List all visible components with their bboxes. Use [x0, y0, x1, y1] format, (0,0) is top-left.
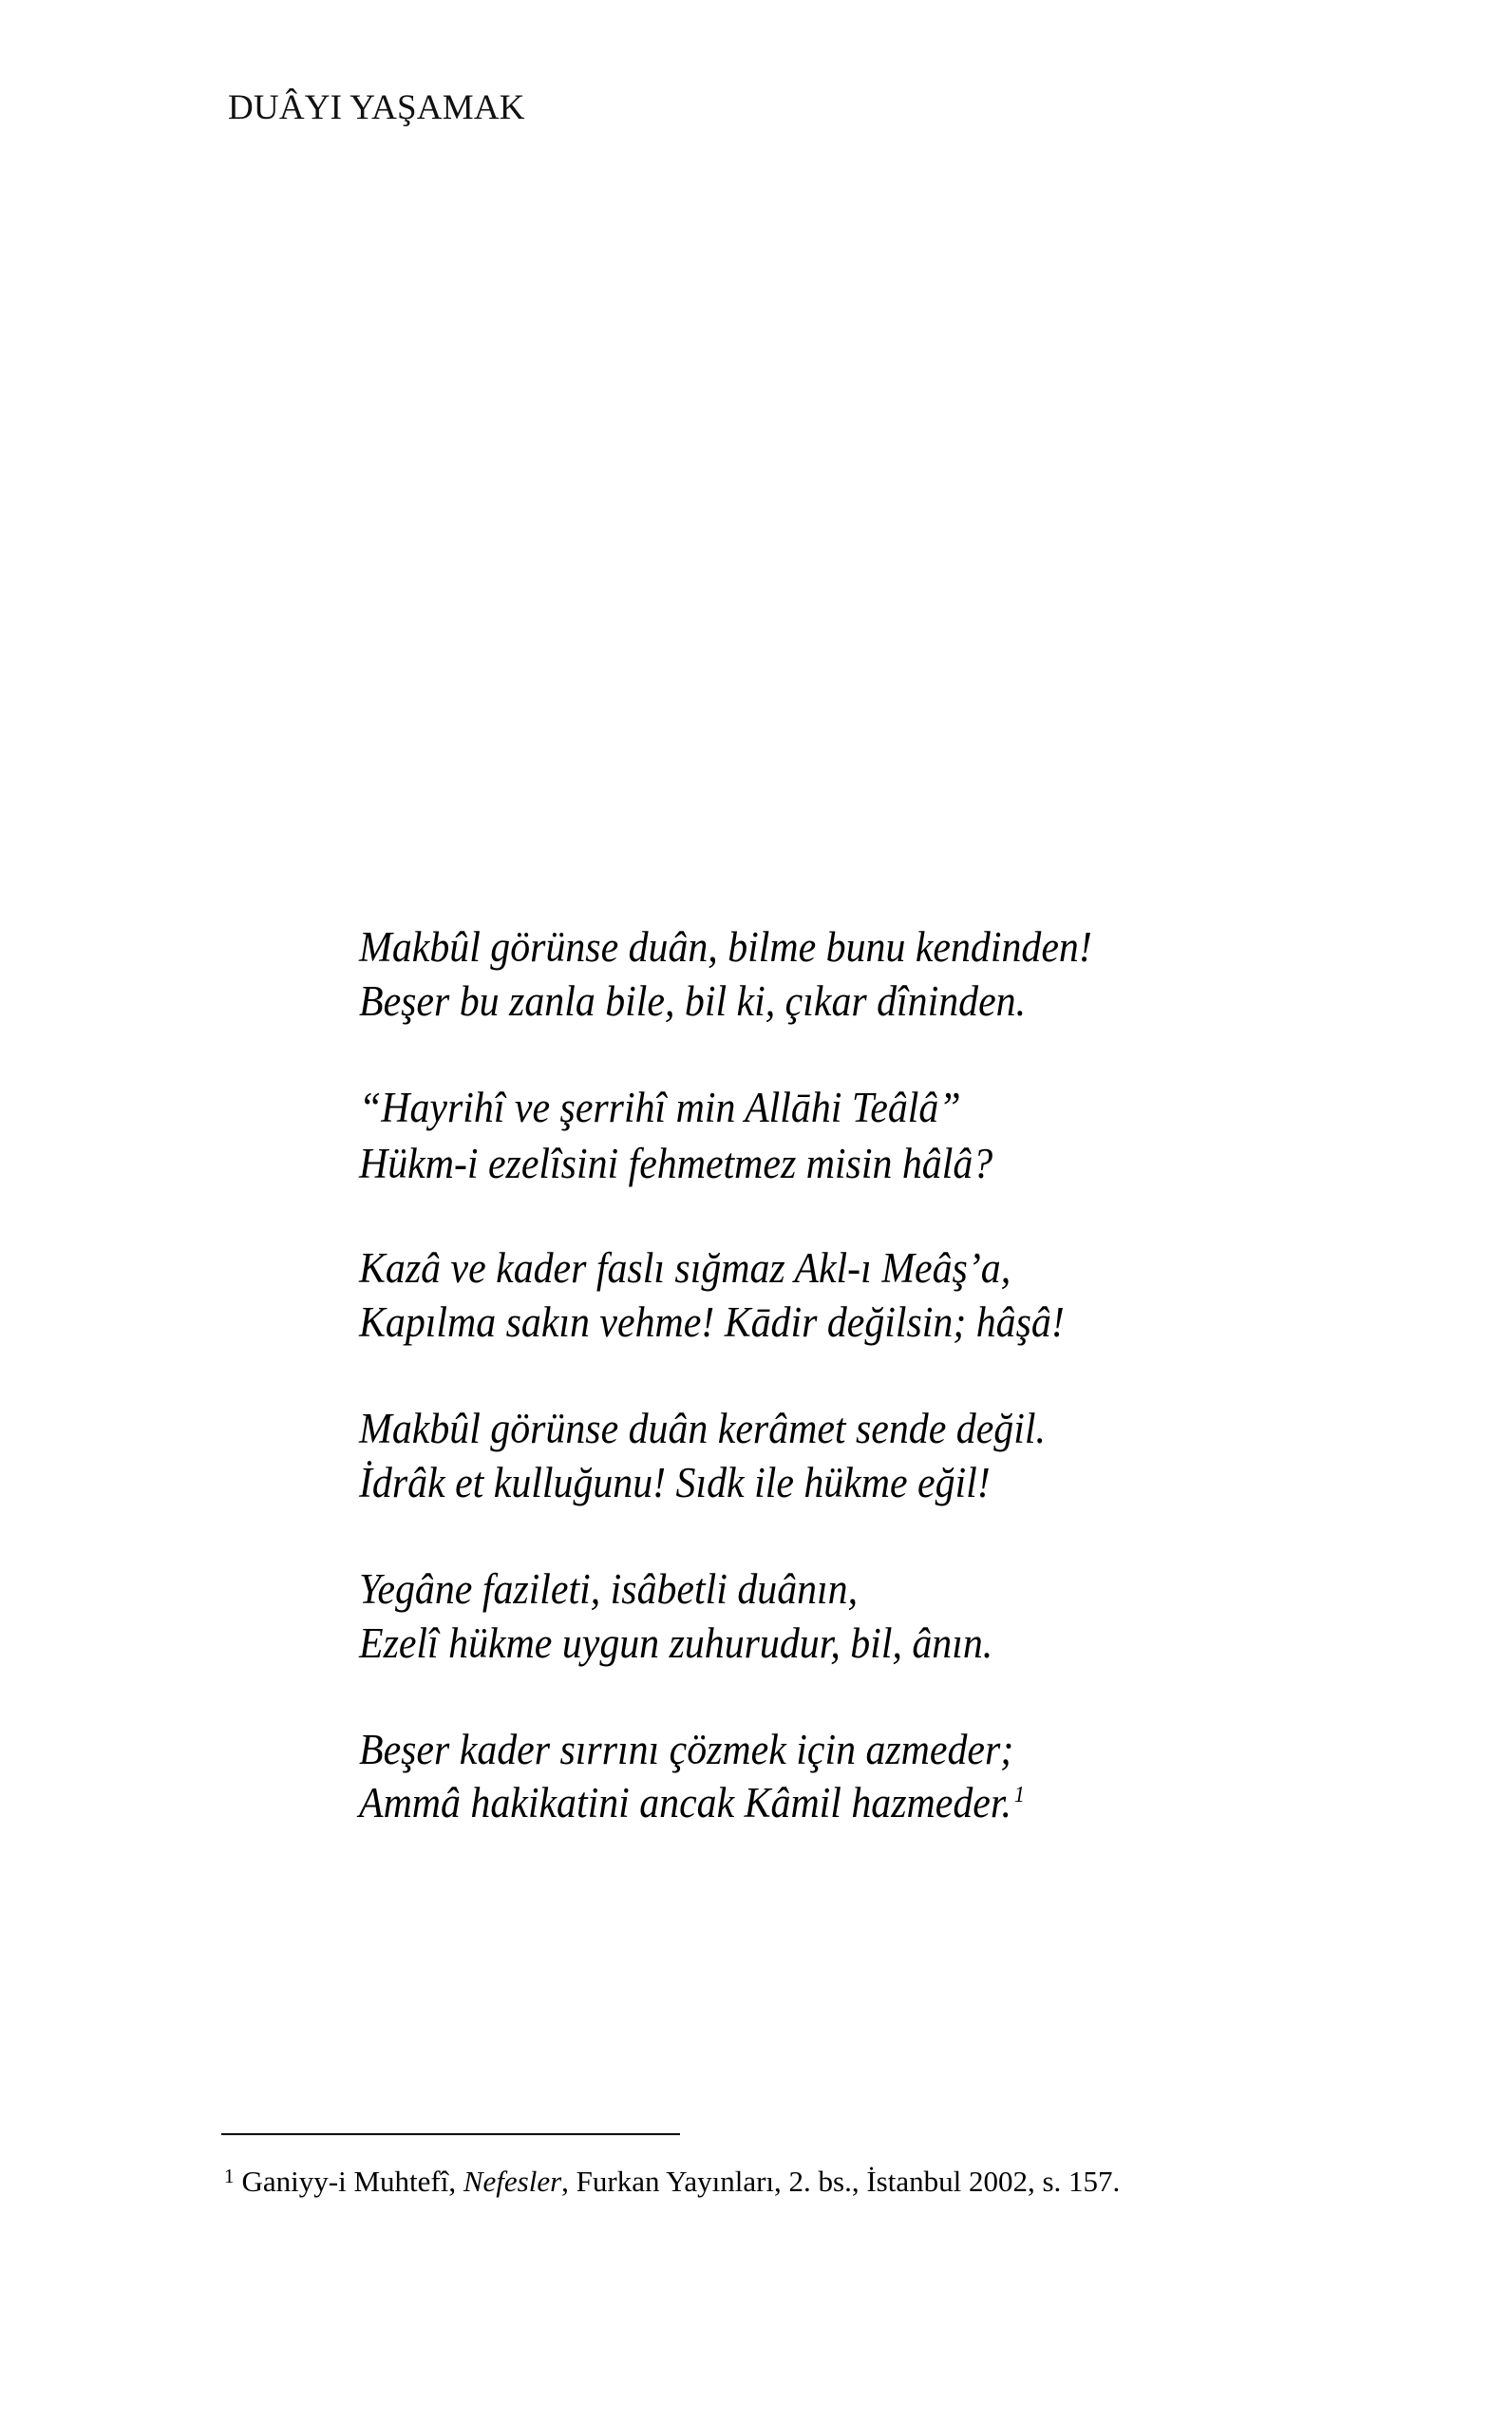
footnote-book-title: Nefesler [463, 2165, 562, 2198]
verse-line: İdrâk et kulluğunu! Sıdk ile hükme eğil! [359, 1459, 991, 1506]
verse-text: Ammâ hakikatini ancak Kâmil hazmeder. [359, 1779, 1011, 1826]
footnote-number: 1 [224, 2165, 235, 2187]
verse-line: Yegâne fazileti, isâbetli duânın, [359, 1565, 859, 1613]
verse-line: Makbûl görünse duân kerâmet sende değil. [359, 1405, 1046, 1452]
verse-line: Hükm-i ezelîsini fehmetmez misin hâlâ? [359, 1140, 993, 1187]
verse-line: Ezelî hükme uygun zuhurudur, bil, ânın. [359, 1619, 993, 1667]
running-header: DUÂYI YAŞAMAK [228, 88, 525, 127]
verse-line: Makbûl görünse duân, bilme bunu kendinden! [359, 923, 1092, 971]
verse-line: Kazâ ve kader faslı sığmaz Akl-ı Meâş’a, [359, 1244, 1011, 1292]
footnote-author: Ganiyy-i Muhtefî, [241, 2165, 463, 2198]
verse-line: Beşer bu zanla bile, bil ki, çıkar dîninden. [359, 977, 1027, 1025]
verse-line-with-footnote [359, 1779, 1025, 1826]
verse-line: “Hayrihî ve şerrihî min Allāhi Teâlâ” [359, 1084, 961, 1131]
verse-line: Beşer kader sırrını çözmek için azmeder; [359, 1726, 1014, 1773]
footnote [224, 2166, 1120, 2198]
footnote-separator [221, 2133, 680, 2135]
verse-line: Kapılma sakın vehme! Kādir değilsin; hâşâ! [359, 1298, 1065, 1346]
footnote-publication-details: , Furkan Yayınları, 2. bs., İstanbul 2002, s. 157. [561, 2165, 1121, 2198]
footnote-reference[interactable]: 1 [1013, 1783, 1025, 1807]
